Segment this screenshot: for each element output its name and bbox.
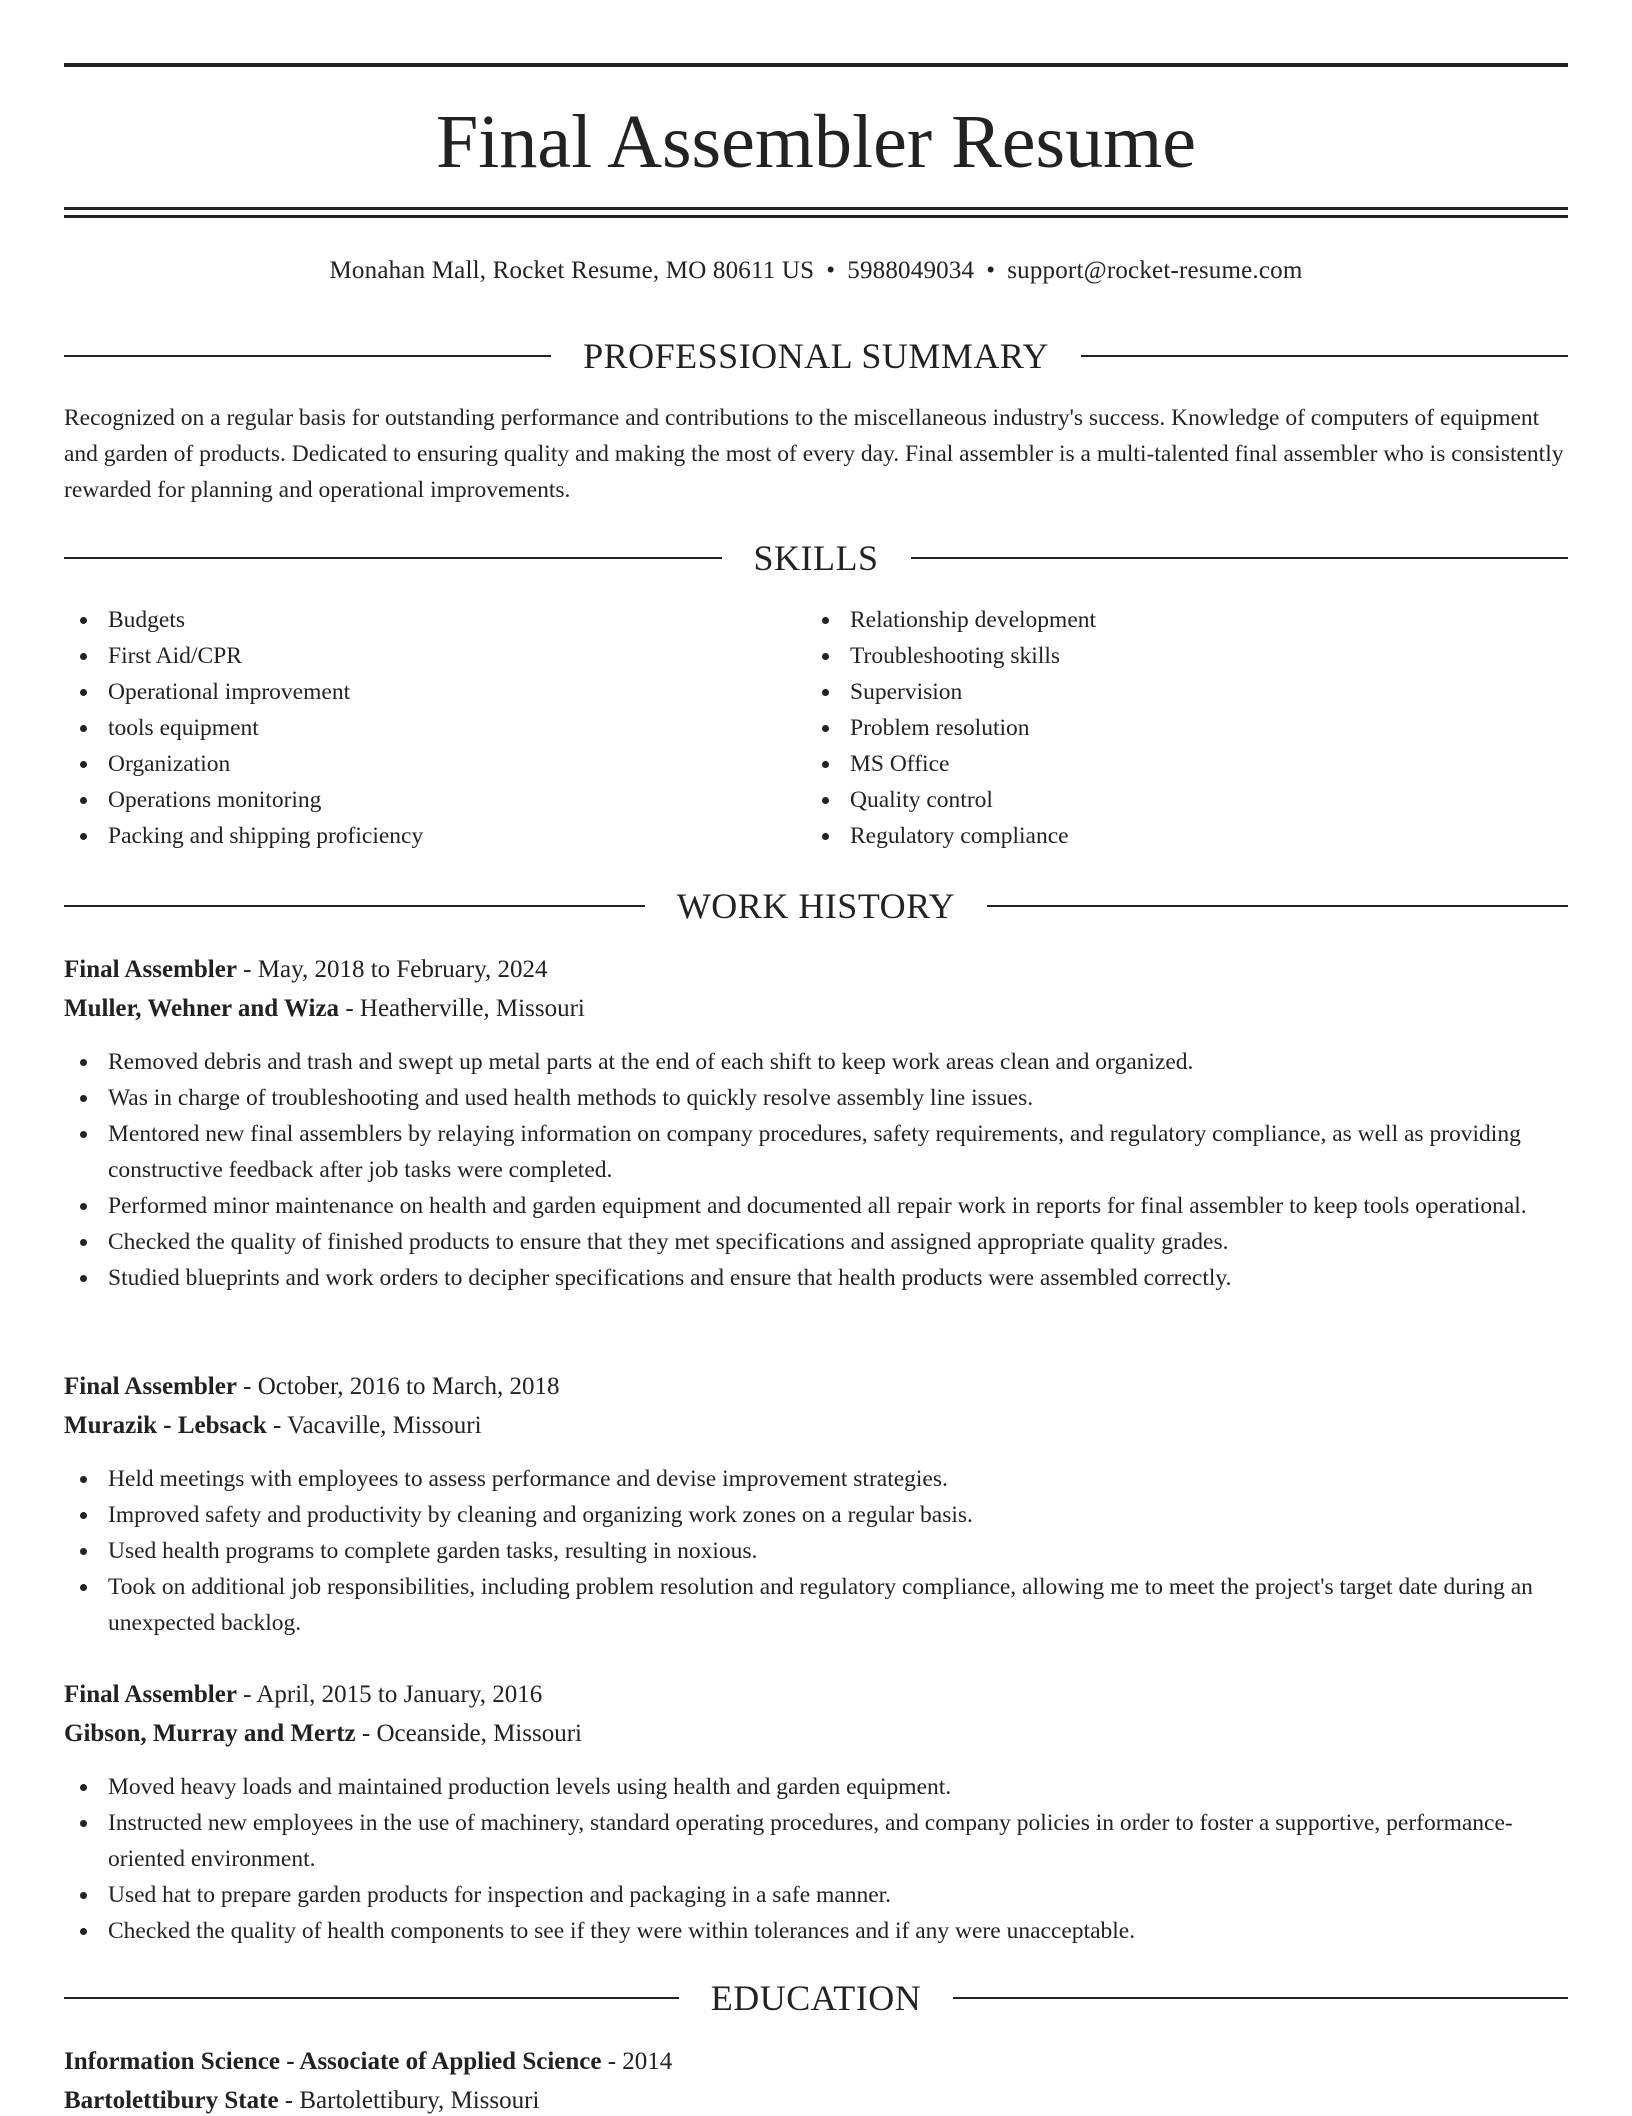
skill-item: Regulatory compliance	[806, 818, 1546, 854]
skill-item: Operations monitoring	[64, 782, 804, 818]
education-degree-line	[64, 2047, 1568, 2077]
job-bullet: Used hat to prepare garden products for inspection and packaging in a safe manner.	[64, 1877, 1568, 1913]
job-title-line	[64, 1372, 1568, 1402]
heading-rule-left	[64, 1997, 679, 1999]
job-bullet: Removed debris and trash and swept up metal parts at the end of each shift to keep work areas clean and organized.	[64, 1044, 1568, 1080]
job-bullet: Improved safety and productivity by cleaning and organizing work zones on a regular basis.	[64, 1497, 1568, 1533]
heading-rule-right	[1081, 355, 1568, 357]
work-heading-label: WORK HISTORY	[676, 886, 956, 926]
job-company-line	[64, 1411, 1568, 1441]
skills-heading-label: SKILLS	[753, 538, 879, 578]
skill-item: Quality control	[806, 782, 1546, 818]
contact-address: Monahan Mall, Rocket Resume, MO 80611 US	[329, 257, 815, 284]
work-heading	[64, 888, 1568, 924]
job-bullet: Held meetings with employees to assess performance and devise improvement strategies.	[64, 1461, 1568, 1497]
skill-item: Organization	[64, 746, 804, 782]
heading-rule-right	[987, 905, 1568, 907]
skill-item: MS Office	[806, 746, 1546, 782]
job-title-line	[64, 1680, 1568, 1710]
skills-heading	[64, 540, 1568, 576]
job-title-line	[64, 955, 1568, 985]
skill-item: First Aid/CPR	[64, 638, 804, 674]
job-bullet: Studied blueprints and work orders to decipher specifications and ensure that health products were assembled correctly.	[64, 1260, 1568, 1296]
education-school: Bartolettibury State	[64, 2087, 279, 2114]
job-dates: - April, 2015 to January, 2016	[236, 1681, 543, 1708]
education-degree: Information Science - Associate of Applied Science	[64, 2048, 602, 2075]
job-company-line	[64, 1719, 1568, 1749]
summary-text: Recognized on a regular basis for outstanding performance and contributions to the miscellaneous industry's success. Knowledge of computers of equipment and garden of products. Dedicated to ensuring quality and making the most of every day. Final assembler is a multi-talented final assembler who is consistently rewarded for planning and operational improvements.	[64, 405, 1564, 503]
job-bullet: Took on additional job responsibilities, including problem resolution and regulatory compliance, allowing me to meet the project's target date during an unexpected backlog.	[64, 1569, 1568, 1641]
contact-separator: •	[986, 257, 996, 284]
skills-column-left	[64, 602, 804, 854]
job-company: Muller, Wehner and Wiza	[64, 995, 340, 1022]
title-rule-upper	[64, 207, 1568, 210]
skill-item: Operational improvement	[64, 674, 804, 710]
job-bullet: Checked the quality of finished products to ensure that they met specifications and assigned appropriate quality grades.	[64, 1224, 1568, 1260]
skill-item: Relationship development	[806, 602, 1546, 638]
job-bullet: Moved heavy loads and maintained production levels using health and garden equipment.	[64, 1769, 1568, 1805]
education-heading-label: EDUCATION	[710, 1978, 922, 2018]
job-company: Murazik - Lebsack	[64, 1412, 267, 1439]
job-location: - Vacaville, Missouri	[266, 1412, 482, 1439]
skill-item: Troubleshooting skills	[806, 638, 1546, 674]
job-title: Final Assembler	[64, 1681, 237, 1708]
contact-separator: •	[826, 257, 836, 284]
heading-rule-left	[64, 905, 645, 907]
title-rule-lower	[64, 215, 1568, 218]
contact-phone: 5988049034	[847, 257, 975, 284]
job-bullets	[64, 1769, 1568, 1949]
heading-rule-right	[911, 557, 1569, 559]
job-bullet: Was in charge of troubleshooting and used health methods to quickly resolve assembly line issues.	[64, 1080, 1568, 1116]
page-title: Final Assembler Resume	[436, 100, 1196, 184]
top-rule	[64, 63, 1568, 67]
job-bullets	[64, 1044, 1568, 1296]
job-dates: - October, 2016 to March, 2018	[236, 1373, 560, 1400]
job-company: Gibson, Murray and Mertz	[64, 1720, 356, 1747]
job-bullet: Used health programs to complete garden tasks, resulting in noxious.	[64, 1533, 1568, 1569]
skill-item: tools equipment	[64, 710, 804, 746]
education-year: - 2014	[601, 2048, 673, 2075]
summary-heading	[64, 338, 1568, 374]
job-title: Final Assembler	[64, 956, 237, 983]
job-bullet: Instructed new employees in the use of machinery, standard operating procedures, and company policies in order to foster a supportive, performance-oriented environment.	[64, 1805, 1568, 1877]
job-location: - Oceanside, Missouri	[355, 1720, 582, 1747]
skill-item: Packing and shipping proficiency	[64, 818, 804, 854]
job-title: Final Assembler	[64, 1373, 237, 1400]
job-dates: - May, 2018 to February, 2024	[236, 956, 548, 983]
job-company-line	[64, 994, 1568, 1024]
job-bullet: Performed minor maintenance on health and garden equipment and documented all repair work in reports for final assembler to keep tools operational.	[64, 1188, 1568, 1224]
contact-email: support@rocket-resume.com	[1007, 257, 1303, 284]
heading-rule-right	[953, 1997, 1568, 1999]
heading-rule-left	[64, 557, 722, 559]
job-bullets	[64, 1461, 1568, 1641]
job-bullet: Checked the quality of health components to see if they were within tolerances and if any were unacceptable.	[64, 1913, 1568, 1949]
heading-rule-left	[64, 355, 551, 357]
contact-line	[64, 256, 1568, 286]
education-heading	[64, 1980, 1568, 2016]
summary-heading-label: PROFESSIONAL SUMMARY	[583, 336, 1049, 376]
skill-item: Problem resolution	[806, 710, 1546, 746]
skill-item: Supervision	[806, 674, 1546, 710]
education-location: - Bartolettibury, Missouri	[278, 2087, 540, 2114]
job-bullet: Mentored new final assemblers by relaying information on company procedures, safety requirements, and regulatory compliance, as well as providing constructive feedback after job tasks were completed.	[64, 1116, 1568, 1188]
skill-item: Budgets	[64, 602, 804, 638]
job-location: - Heatherville, Missouri	[339, 995, 585, 1022]
skills-column-right	[806, 602, 1546, 854]
